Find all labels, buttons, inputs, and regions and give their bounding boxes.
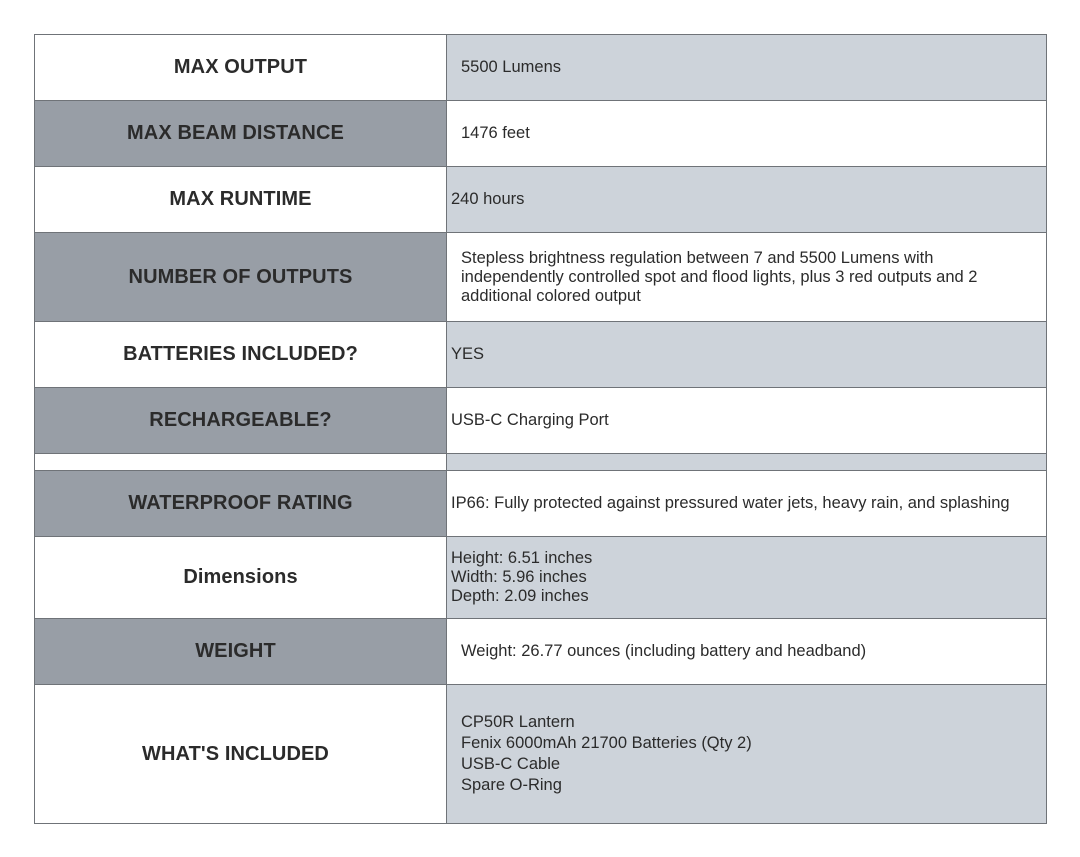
max-beam-distance-value: 1476 feet [461, 124, 530, 142]
waterproof-rating-value: IP66: Fully protected against pressured water jets, heavy rain, and splashing [451, 494, 1010, 512]
row-value [447, 471, 1047, 537]
row-label [35, 685, 447, 824]
table-row-spacer [35, 454, 1047, 471]
table-row-max-runtime [35, 167, 1047, 233]
rechargeable-label: RECHARGEABLE? [149, 409, 332, 431]
table-row-whats-included [35, 685, 1047, 824]
row-value [447, 537, 1047, 619]
weight-label: WEIGHT [195, 640, 276, 662]
batteries-included-label: BATTERIES INCLUDED? [123, 343, 358, 365]
row-label [35, 471, 447, 537]
dimensions-width: Width: 5.96 inches [451, 568, 587, 586]
row-value [447, 685, 1047, 824]
row-label [35, 167, 447, 233]
table-row-dimensions [35, 537, 1047, 619]
dimensions-height: Height: 6.51 inches [451, 549, 593, 567]
list-item: Fenix 6000mAh 21700 Batteries (Qty 2) [461, 734, 752, 752]
row-label [35, 35, 447, 101]
row-value [447, 101, 1047, 167]
row-value [447, 167, 1047, 233]
row-label [35, 233, 447, 322]
number-of-outputs-label: NUMBER OF OUTPUTS [128, 265, 353, 288]
rechargeable-value: USB-C Charging Port [451, 411, 609, 429]
row-label [35, 388, 447, 454]
row-value [447, 233, 1047, 322]
max-output-value: 5500 Lumens [461, 58, 561, 76]
table-row-waterproof-rating [35, 471, 1047, 537]
table-row-max-output [35, 35, 1047, 101]
row-value [447, 388, 1047, 454]
weight-value: Weight: 26.77 ounces (including battery and headband) [461, 642, 867, 660]
list-item: CP50R Lantern [461, 713, 575, 731]
table-row-max-beam-distance [35, 101, 1047, 167]
max-runtime-label: MAX RUNTIME [169, 188, 312, 210]
row-value [447, 35, 1047, 101]
row-value [447, 619, 1047, 685]
dimensions-depth: Depth: 2.09 inches [451, 587, 589, 605]
row-label [35, 619, 447, 685]
row-label [35, 537, 447, 619]
row-value [447, 322, 1047, 388]
list-item: Spare O-Ring [461, 776, 562, 794]
whats-included-label: WHAT'S INCLUDED [142, 742, 329, 765]
table-row-number-of-outputs [35, 233, 1047, 322]
batteries-included-value: YES [451, 345, 485, 363]
spacer-value-cell [447, 454, 1047, 471]
table-row-weight [35, 619, 1047, 685]
max-runtime-value: 240 hours [451, 190, 525, 208]
spacer-label-cell [35, 454, 447, 471]
max-output-label: MAX OUTPUT [173, 56, 308, 78]
row-label [35, 322, 447, 388]
max-beam-distance-label: MAX BEAM DISTANCE [127, 122, 344, 144]
table-row-batteries-included [35, 322, 1047, 388]
dimensions-label: Dimensions [183, 566, 298, 588]
row-label [35, 101, 447, 167]
spec-table [34, 34, 1047, 824]
waterproof-rating-label: WATERPROOF RATING [128, 492, 353, 514]
table-row-rechargeable [35, 388, 1047, 454]
number-of-outputs-value: Stepless brightness regulation between 7 and 5500 Lumens with independently controlled spot and flood lights, plus 3 red outputs and 2 additional colored output [461, 248, 978, 305]
list-item: USB-C Cable [461, 755, 561, 773]
